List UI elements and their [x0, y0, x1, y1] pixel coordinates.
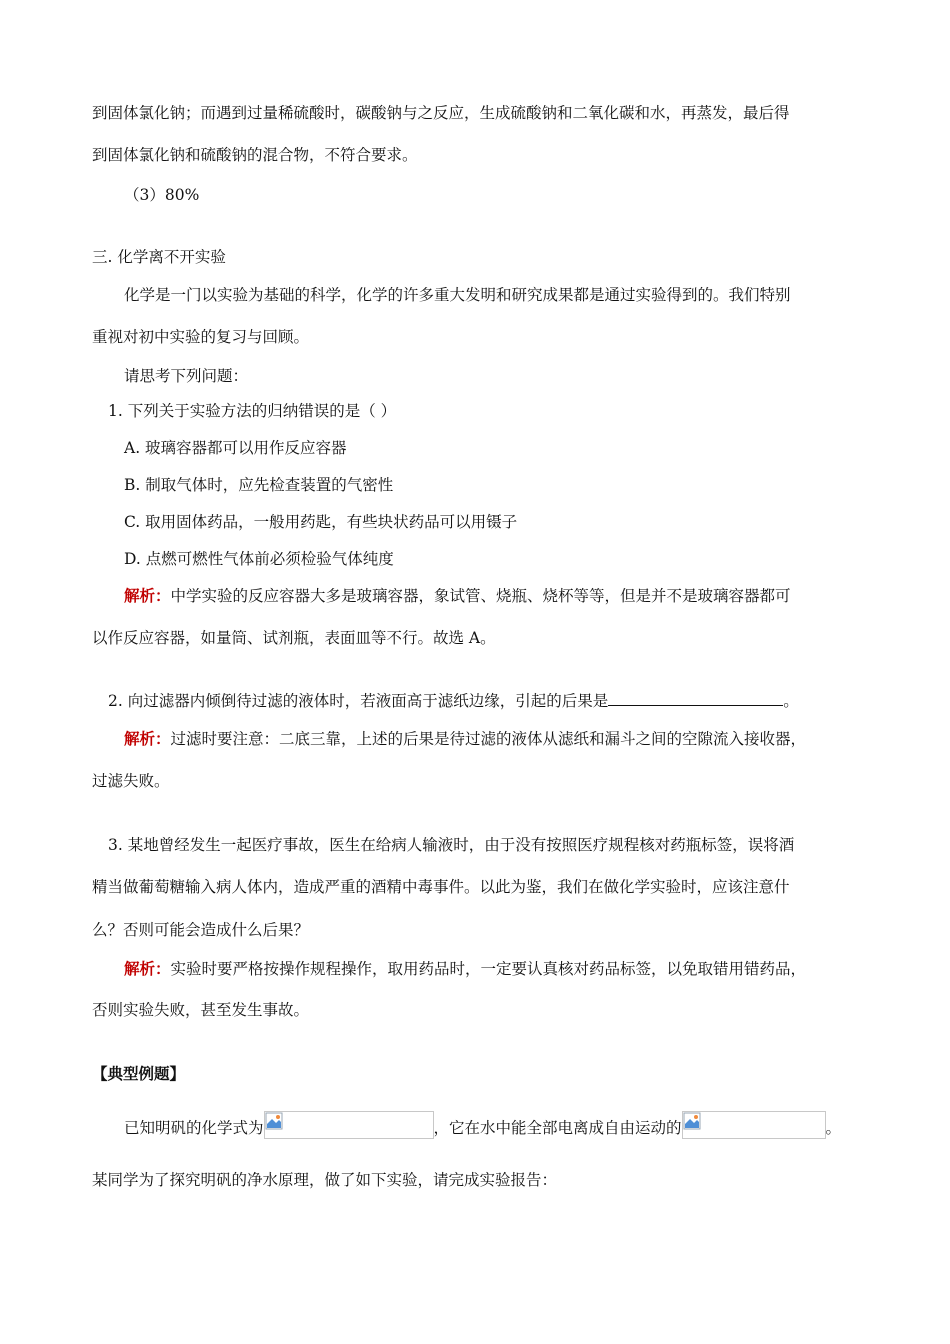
option-c: C. 取用固体药品，一般用药匙，有些块状药品可以用镊子 — [124, 513, 518, 531]
analysis-text: 实验时要严格按操作规程操作，取用药品时，一定要认真核对药品标签，以免取错用错药品， — [170, 960, 807, 978]
analysis-text: 过滤时要注意：二底三靠，上述的后果是待过滤的液体从滤纸和漏斗之间的空隙流入接收器， — [170, 730, 807, 748]
question-1-stem: 1. 下列关于实验方法的归纳错误的是（ ） — [108, 402, 397, 420]
option-a: A. 玻璃容器都可以用作反应容器 — [124, 439, 347, 457]
analysis-line: 否则实验失败，甚至发生事故。 — [92, 1001, 310, 1019]
option-d: D. 点燃可燃性气体前必须检验气体纯度 — [124, 550, 394, 568]
analysis-line: 过滤失败。 — [92, 772, 170, 790]
analysis-label: 解析： — [124, 586, 171, 605]
analysis-line — [124, 729, 806, 749]
ion-image — [682, 1111, 826, 1139]
question-3-stem: 么？否则可能会造成什么后果？ — [92, 921, 310, 939]
section-heading: 三. 化学离不开实验 — [92, 248, 226, 266]
formula-image — [264, 1111, 434, 1139]
prompt-line: 请思考下列问题： — [124, 367, 249, 385]
answer-line: （3）80% — [124, 186, 200, 204]
analysis-line — [124, 586, 791, 606]
paragraph-line: 到固体氯化钠和硫酸钠的混合物，不符合要求。 — [92, 146, 418, 164]
option-b: B. 制取气体时，应先检查装置的气密性 — [124, 476, 394, 494]
example-text-c: 。 — [825, 1119, 842, 1137]
broken-image-icon — [683, 1112, 701, 1130]
example-line — [124, 1111, 841, 1139]
example-line: 某同学为了探究明矾的净水原理，做了如下实验，请完成实验报告： — [92, 1171, 558, 1189]
paragraph-line: 到固体氯化钠；而遇到过量稀硫酸时，碳酸钠与之反应，生成硫酸钠和二氧化碳和水，再蒸发，最后得 — [92, 104, 790, 122]
analysis-text: 中学实验的反应容器大多是玻璃容器，象试管、烧瓶、烧杯等等，但是并不是玻璃容器都可 — [170, 587, 791, 605]
example-text-b: ，它在水中能全部电离成自由运动的 — [433, 1119, 682, 1137]
paragraph-line: 重视对初中实验的复习与回顾。 — [92, 328, 310, 346]
broken-image-icon — [265, 1112, 283, 1130]
question-2-end: 。 — [783, 692, 799, 710]
analysis-line: 以作反应容器，如量筒、试剂瓶，表面皿等不行。故选 A。 — [92, 629, 496, 647]
question-3-stem: 3. 某地曾经发生一起医疗事故，医生在给病人输液时，由于没有按照医疗规程核对药瓶标签，误将酒 — [108, 836, 795, 854]
analysis-line — [124, 959, 806, 979]
question-2-stem — [108, 691, 799, 711]
analysis-label: 解析： — [124, 959, 171, 978]
example-text-a: 已知明矾的化学式为 — [124, 1119, 264, 1137]
question-2-text: 2. 向过滤器内倾倒待过滤的液体时，若液面高于滤纸边缘，引起的后果是 — [108, 692, 609, 710]
answer-blank — [608, 691, 783, 706]
question-3-stem: 精当做葡萄糖输入病人体内，造成严重的酒精中毒事件。以此为鉴，我们在做化学实验时，应该注意什 — [92, 878, 790, 896]
paragraph-line: 化学是一门以实验为基础的科学，化学的许多重大发明和研究成果都是通过实验得到的。我们特别 — [124, 286, 791, 304]
example-heading: 【典型例题】 — [92, 1064, 186, 1083]
analysis-label: 解析： — [124, 729, 171, 748]
